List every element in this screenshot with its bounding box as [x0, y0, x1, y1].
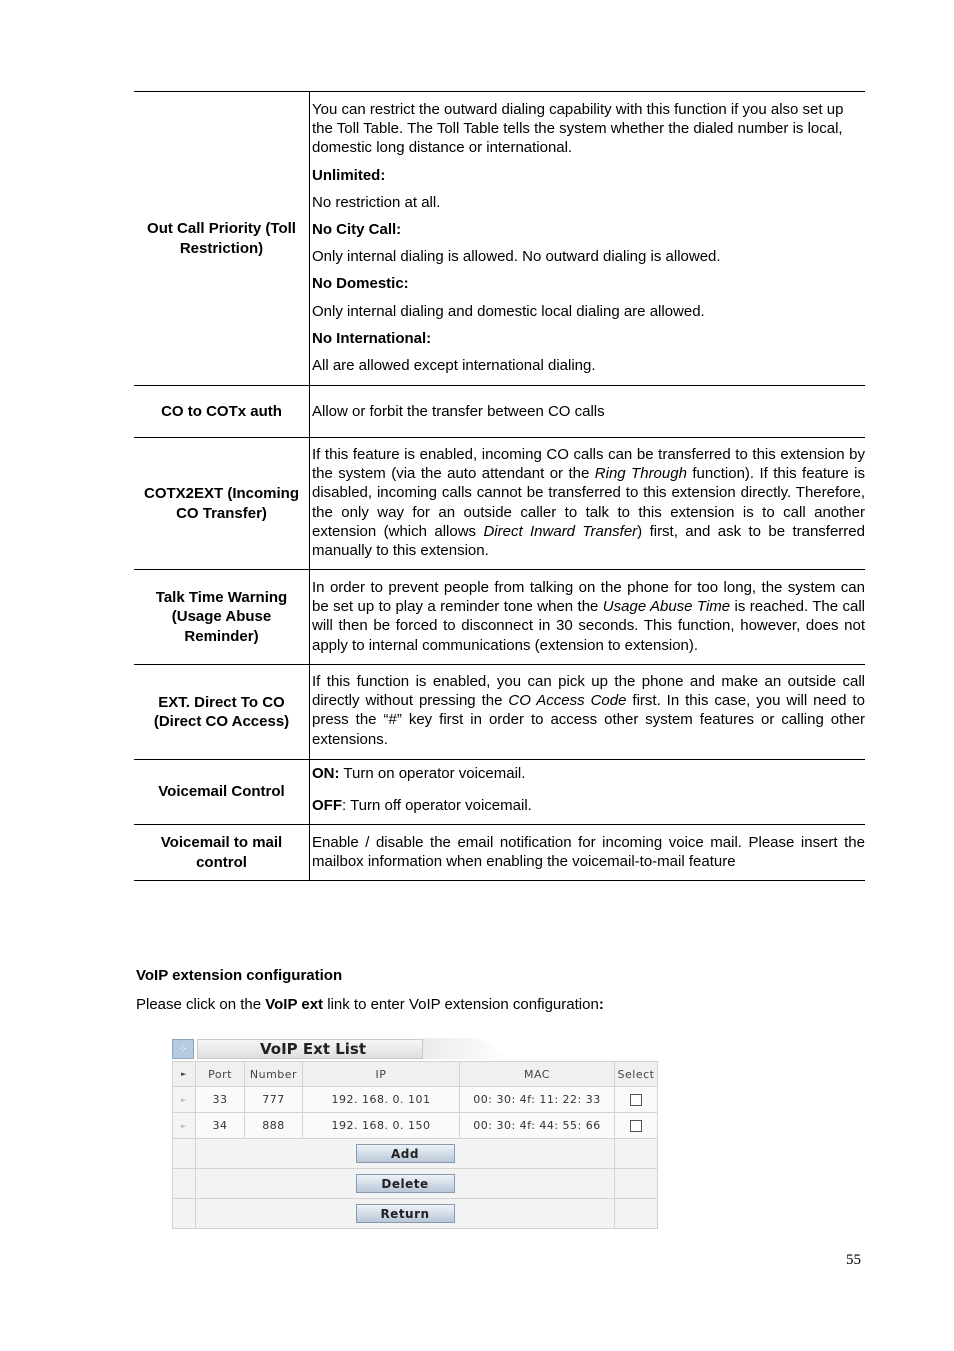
description-text: Allow or forbit the transfer between CO calls — [312, 402, 605, 420]
description-text: Enable / disable the email notification for incoming voice mail. Please insert the mailbox information when enabling the voicemail-to-mail feature — [312, 834, 865, 871]
option-name: Unlimited: — [312, 166, 386, 184]
option-text: Only internal dialing and domestic local dialing are allowed. — [312, 302, 705, 320]
row-description — [309, 665, 865, 759]
select-cell — [615, 1113, 658, 1139]
ip-cell: 192. 168. 0. 101 — [303, 1087, 460, 1113]
description-text: If this feature is enabled, incoming CO calls can be transferred to this extension by the system (via the auto attendant or the Ring Through function). If this feature is disabled, incoming calls cannot be transferred to this extension directly. Therefore, the only way for an outside caller to talk to this extension is to call another extension (which allows Direct Inward Transfer) first, and ask to be transferred manually to this extension. — [312, 446, 866, 560]
mac-cell: 00: 30: 4f: 44: 55: 66 — [460, 1113, 615, 1139]
row-cotx2ext — [134, 437, 865, 569]
row-arrow-icon: ► — [173, 1062, 196, 1087]
description-text: If this function is enabled, you can pick up the phone and make an outside call directly without pressing the CO Access Code first. In this case, you will need to press the “#” key first in order to access other system features or calling other extensions. — [312, 673, 865, 748]
row-label: Voicemail Control — [158, 783, 285, 801]
voip-ext-list-screenshot — [172, 1038, 657, 1234]
option-text: No restriction at all. — [312, 193, 441, 211]
row-description — [309, 760, 865, 824]
row-description — [309, 570, 865, 664]
table-header-row — [173, 1062, 658, 1087]
row-description — [309, 438, 865, 569]
spacer-cell — [173, 1139, 196, 1169]
row-arrow-icon: ► — [173, 1087, 196, 1113]
column-header: Port — [196, 1062, 245, 1087]
spacer-cell — [173, 1169, 196, 1199]
port-cell: 34 — [196, 1113, 245, 1139]
select-checkbox[interactable] — [630, 1120, 642, 1132]
return-button[interactable]: Return — [356, 1204, 455, 1223]
row-talk-time-warning — [134, 569, 865, 664]
number-cell: 888 — [245, 1113, 303, 1139]
mac-cell: 00: 30: 4f: 11: 22: 33 — [460, 1087, 615, 1113]
description-text: OFF: Turn off operator voicemail. — [312, 797, 532, 815]
row-description — [309, 92, 865, 385]
action-row — [173, 1169, 658, 1199]
grid-icon[interactable]: ⁘ — [172, 1039, 194, 1059]
port-cell: 33 — [196, 1087, 245, 1113]
action-row — [173, 1139, 658, 1169]
spacer-cell — [615, 1139, 658, 1169]
description-text: In order to prevent people from talking on the phone for too long, the system can be set up to play a reminder tone when the Usage Abuse Time is reached. The call will then be forced to disconnect in 30 seconds. This function, however, does not apply to internal communications (extension to extension). — [312, 579, 865, 654]
description-text: You can restrict the outward dialing capability with this function if you also set up the Toll Table. The Toll Table tells the system whether the dialed number is local, domestic long distance or international. — [312, 101, 844, 157]
option-text: Only internal dialing is allowed. No outward dialing is allowed. — [312, 248, 721, 266]
number-cell: 777 — [245, 1087, 303, 1113]
row-voicemail-to-mail — [134, 824, 865, 881]
row-voicemail-control — [134, 759, 865, 824]
row-out-call-priority — [134, 91, 865, 385]
option-text: All are allowed except international dialing. — [312, 357, 596, 375]
row-label: EXT. Direct To CO (Direct CO Access) — [153, 693, 290, 730]
spacer-cell — [615, 1199, 658, 1229]
column-header: MAC — [460, 1062, 615, 1087]
row-co-to-cotx-auth — [134, 385, 865, 437]
row-label: CO to COTx auth — [161, 402, 282, 420]
tab-voip-ext-list[interactable]: VoIP Ext List — [197, 1039, 423, 1059]
add-button[interactable]: Add — [356, 1144, 455, 1163]
spacer-cell — [173, 1199, 196, 1229]
tab-bar — [172, 1038, 657, 1061]
button-cell — [196, 1169, 615, 1199]
row-label: Talk Time Warning (Usage Abuse Reminder) — [155, 588, 288, 645]
row-description — [309, 825, 865, 880]
table-row — [173, 1113, 658, 1139]
row-label: Voicemail to mail control — [160, 834, 283, 871]
section-intro: Please click on the VoIP ext link to enter VoIP extension configuration: — [136, 996, 604, 1013]
description-text: ON: Turn on operator voicemail. — [312, 765, 526, 782]
option-name: No City Call: — [312, 221, 402, 239]
ip-cell: 192. 168. 0. 150 — [303, 1113, 460, 1139]
row-label: Out Call Priority (Toll Restriction) — [147, 220, 296, 257]
voip-ext-link-text: VoIP ext — [265, 996, 324, 1013]
option-name: No International: — [312, 329, 432, 347]
spacer-cell — [615, 1169, 658, 1199]
column-header: Select — [615, 1062, 658, 1087]
action-row — [173, 1199, 658, 1229]
tab-decoration — [423, 1038, 513, 1059]
row-label: COTX2EXT (Incoming CO Transfer) — [143, 485, 299, 522]
column-header: Number — [245, 1062, 303, 1087]
select-cell — [615, 1087, 658, 1113]
select-checkbox[interactable] — [630, 1094, 642, 1106]
table-row — [173, 1087, 658, 1113]
page-number: 55 — [846, 1252, 861, 1268]
column-header: IP — [303, 1062, 460, 1087]
row-ext-direct-to-co — [134, 664, 865, 759]
delete-button[interactable]: Delete — [356, 1174, 455, 1193]
voip-ext-table — [172, 1061, 658, 1229]
row-arrow-icon: ► — [173, 1113, 196, 1139]
button-cell — [196, 1139, 615, 1169]
section-title: VoIP extension configuration — [136, 967, 343, 984]
button-cell — [196, 1199, 615, 1229]
feature-table — [134, 91, 865, 881]
option-name: No Domestic: — [312, 275, 409, 293]
row-description — [309, 386, 865, 437]
